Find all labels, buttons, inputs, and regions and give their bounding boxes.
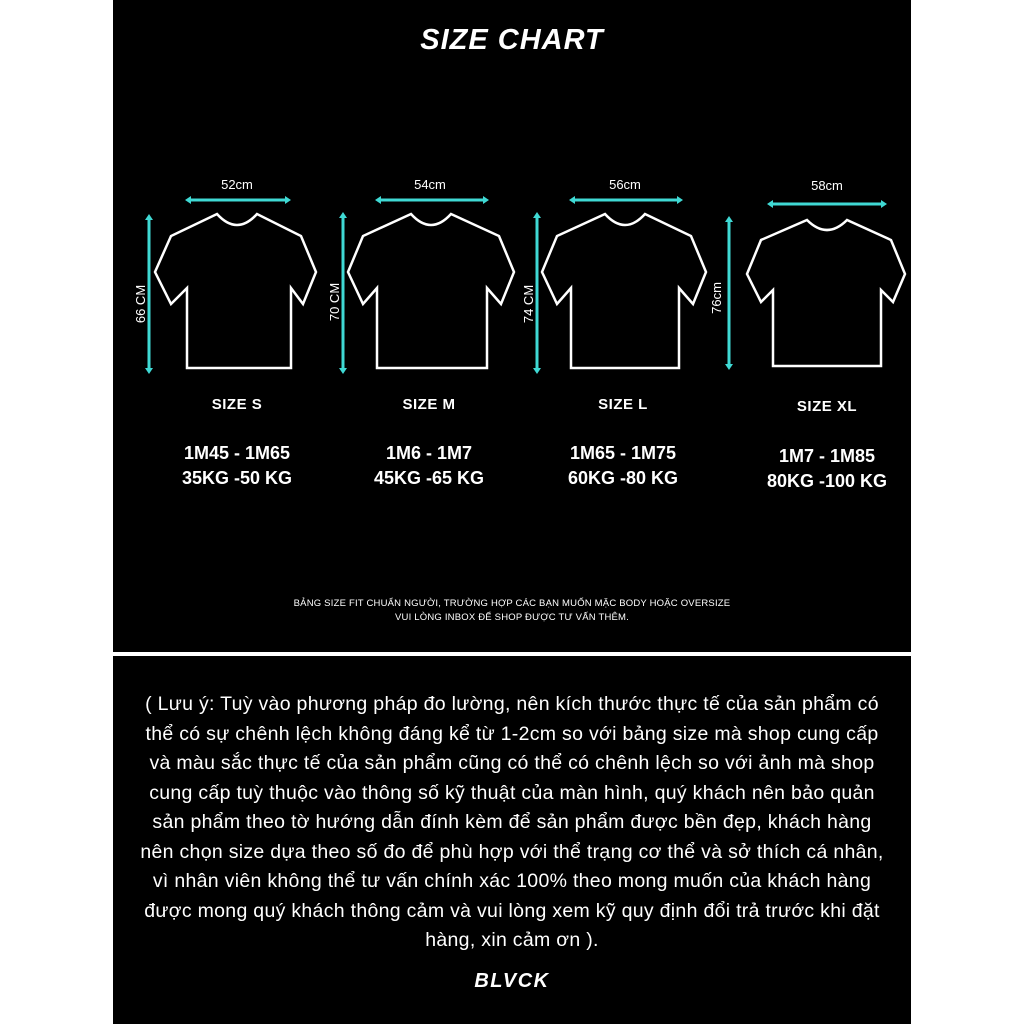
size-label: SIZE L (598, 396, 648, 413)
tshirt-l-icon (521, 0, 729, 380)
height-range: 1M7 - 1M85 (778, 446, 876, 466)
length-label: 76cm (709, 282, 724, 314)
section-divider (113, 652, 911, 656)
weight-range: 45KG -65 KG (373, 468, 485, 488)
length-label: 70 CM (327, 282, 342, 322)
tshirt-s-icon (133, 0, 341, 380)
height-range: 1M6 - 1M7 (385, 443, 473, 463)
fit-note-line1: BẢNG SIZE FIT CHUẨN NGƯỜI, TRƯỜNG HỢP CÁC BẠN MUỐN MẶC BODY HOẶC OVERSIZE (293, 598, 731, 609)
weight-range: 80KG -100 KG (766, 471, 888, 491)
width-label: 58cm (811, 178, 843, 193)
brand-logo: BLVCK (474, 970, 550, 992)
width-label: 56cm (609, 177, 641, 192)
tshirt-xl-icon (709, 0, 917, 380)
length-label: 66 CM (133, 284, 148, 324)
tshirt-m-icon (327, 0, 535, 380)
size-label: SIZE S (211, 396, 263, 413)
width-label: 52cm (221, 177, 253, 192)
notice-text: ( Lưu ý: Tuỳ vào phương pháp đo lường, nên kích thước thực tế của sản phẩm có thể có sự chênh lệch không đáng kể từ 1-2cm so với bảng size mà shop cung cấp và màu sắc thực tế của sản phẩm cũng có thể có chênh lệch so với ảnh mà shop cung cấp tuỳ thuộc vào thông số kỹ thuật của màn hình, quý khách nên bảo quản sản phẩm theo tờ hướng dẫn đính kèm để sản phẩm được bền đẹp, khách hàng nên chọn size dựa theo số đo để phù hợp với thể trạng cơ thể và sở thích cá nhân, vì nhân viên không thể tư vấn chính xác 100% theo mong muốn của khách hàng được mong quý khách thông cảm và vui lòng xem kỹ quy định đổi trả trước khi đặt hàng, xin cảm ơn ). (140, 693, 884, 951)
page-title: SIZE CHART (420, 24, 604, 56)
size-chart-canvas (113, 0, 911, 1024)
fit-note-line2: VUI LÒNG INBOX ĐỂ SHOP ĐƯỢC TƯ VẤN THÊM. (394, 612, 630, 623)
weight-range: 60KG -80 KG (567, 468, 679, 488)
height-range: 1M65 - 1M75 (569, 443, 677, 463)
width-label: 54cm (414, 177, 446, 192)
size-label: SIZE M (402, 396, 456, 413)
size-label: SIZE XL (796, 398, 858, 415)
weight-range: 35KG -50 KG (181, 468, 293, 488)
height-range: 1M45 - 1M65 (183, 443, 291, 463)
length-label: 74 CM (521, 284, 536, 324)
